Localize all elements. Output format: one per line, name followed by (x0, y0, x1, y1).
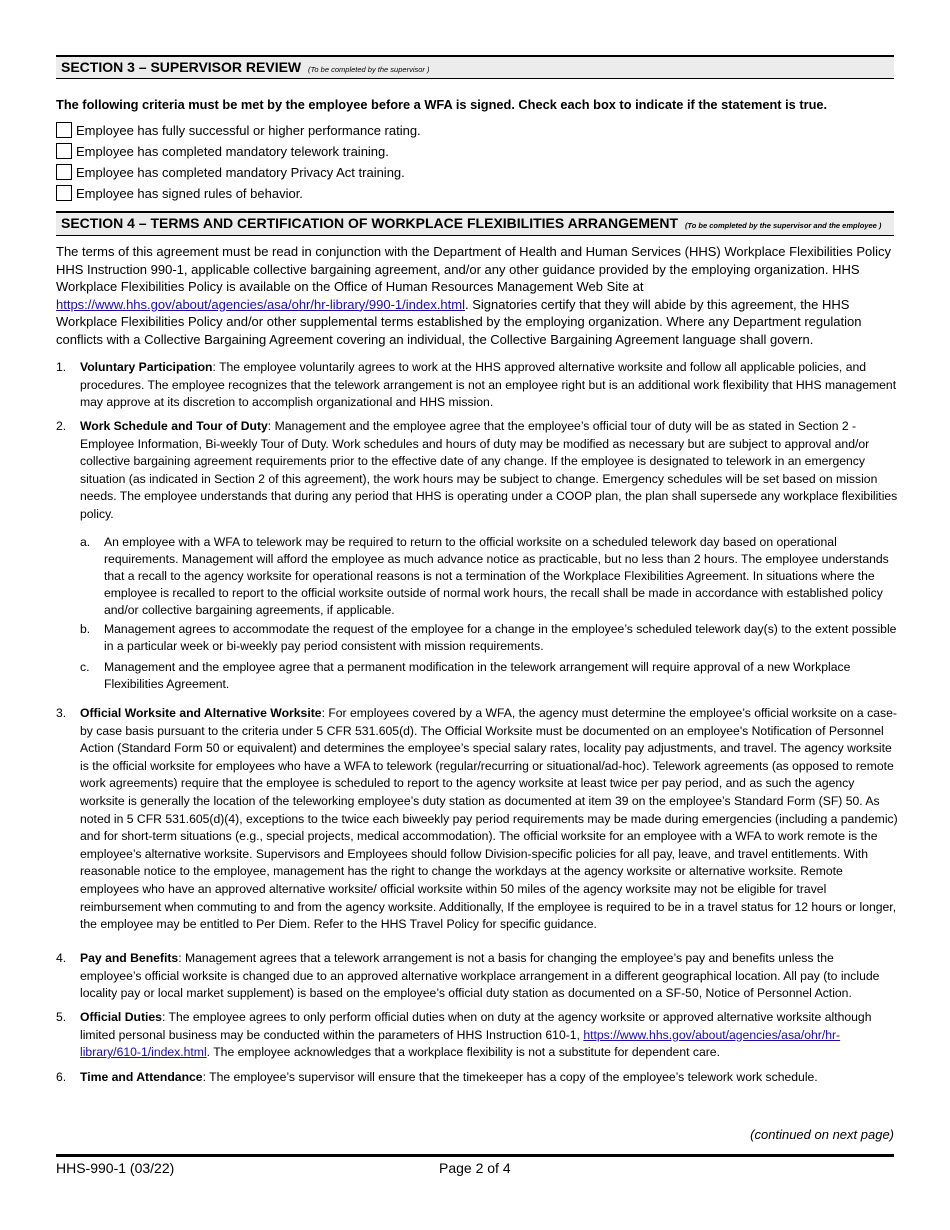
term-subitem (80, 621, 898, 655)
term-number: 4. (56, 951, 67, 965)
term-subitem (80, 534, 898, 619)
criteria-item (56, 143, 389, 161)
term-item (56, 359, 898, 412)
criteria-item (56, 122, 421, 140)
criteria-item (56, 164, 405, 182)
criteria-checkbox[interactable] (56, 164, 72, 180)
term-item (56, 705, 898, 934)
criteria-checkbox[interactable] (56, 143, 72, 159)
intro-text: The terms of this agreement must be read in conjunction with the Department of Health and Human Services (HHS) Workplace Flexibilities Policy HHS Instruction 990-1, applicable collective bargaining agreement, and/or any other guidance provided by the employing organization. HHS Workplace Flexibilities Policy is available on the Office of Human Resources Management Web Site at (56, 244, 892, 294)
term-text: : The employee agrees to only perform official duties when on duty at the agency worksite or approved alternative worksite although limited personal business may be conducted within the parameters of HHS Instruction 610-1, (80, 1010, 872, 1042)
term-heading: Time and Attendance (80, 1070, 203, 1084)
term-heading: Official Worksite and Alternative Worksite (80, 706, 322, 720)
term-text: : The employee voluntarily agrees to work at the HHS approved alternative worksite and follow all applicable policies, and procedures. The employee recognizes that the telework arrangement is not an employee right but is an additional work flexibility that HHS management may approve at its discretion to accomplish organizational and HHS mission. (80, 360, 897, 410)
instruction-610-link[interactable]: https://www.hhs.gov/about/agencies/asa/ohr/hr-library/610-1/index.html (80, 1027, 841, 1060)
term-item (56, 950, 898, 1003)
criteria-checkbox[interactable] (56, 185, 72, 201)
term-heading: Voluntary Participation (80, 360, 213, 374)
term-text: : Management agrees that a telework arrangement is not a basis for changing the employee’s pay and benefits unless the employee’s official worksite is changed due to an approved alternative workplace arrangement in a different geographical location. All pay (to include locality pay or local market supplement) is based on the employee’s official duty station as documented on a SF-50, Notice of Personnel Action. (80, 951, 880, 1001)
criteria-intro: The following criteria must be met by the employee before a WFA is signed. Check each box to indicate if the statement is true. (56, 97, 828, 112)
term-number: 1. (56, 360, 67, 374)
policy-link[interactable]: https://www.hhs.gov/about/agencies/asa/ohr/hr-library/990-1/index.html (56, 296, 465, 312)
subitem-letter: a. (80, 535, 91, 549)
term-number: 5. (56, 1010, 67, 1024)
criteria-label: Employee has fully successful or higher performance rating. (76, 123, 421, 138)
section-3-header (56, 55, 894, 79)
footer-divider (56, 1154, 894, 1157)
criteria-label: Employee has completed mandatory Privacy Act training. (76, 165, 405, 180)
continued-note: (continued on next page) (750, 1127, 894, 1142)
term-number: 3. (56, 706, 67, 720)
page-number: Page 2 of 4 (439, 1160, 511, 1176)
section-4-note: (To be completed by the supervisor and the employee ) (684, 221, 882, 230)
term-item (56, 1069, 898, 1087)
section-4-title: SECTION 4 – TERMS AND CERTIFICATION OF WORKPLACE FLEXIBILITIES ARRANGEMENT (61, 215, 679, 231)
term-number: 6. (56, 1070, 67, 1084)
term-heading: Pay and Benefits (80, 951, 179, 965)
term-item (56, 1009, 898, 1062)
subitem-text: Management and the employee agree that a permanent modification in the telework arrangement will require approval of a new Workplace Flexibilities Agreement. (104, 660, 851, 691)
criteria-label: Employee has completed mandatory telework training. (76, 144, 389, 159)
subitem-letter: c. (80, 660, 90, 674)
subitem-text: An employee with a WFA to telework may be required to return to the official worksite on a scheduled telework day based on operational requirements. Management will afford the employee as much advance notice as practicable, but no less than 2 hours. The employee understands that a recall to the agency worksite for operational reasons is not a termination of the Workplace Flexibilities Agreement. In situations where the employee is recalled to report to the official worksite outside of normal work hours, the recall shall be made in accordance with established policy and/or collective bargaining agreements, if applicable. (104, 535, 889, 617)
criteria-label: Employee has signed rules of behavior. (76, 186, 303, 201)
section-4-header (56, 211, 894, 236)
criteria-item (56, 185, 303, 203)
section-4-intro (56, 243, 894, 348)
term-subitem (80, 659, 898, 693)
section-3-title: SECTION 3 – SUPERVISOR REVIEW (61, 59, 302, 75)
term-item (56, 418, 898, 524)
subitem-text: Management agrees to accommodate the request of the employee for a change in the employee’s scheduled telework day(s) to the extent possible in a particular week or bi-weekly pay period consistent with mission requirements. (104, 622, 897, 653)
term-text: : The employee’s supervisor will ensure that the timekeeper has a copy of the employee’s telework work schedule. (202, 1070, 818, 1084)
term-text: : Management and the employee agree that the employee’s official tour of duty will be as stated in Section 2 - Employee Information, Bi-weekly Tour of Duty. Work schedules and hours of duty may be modified as necessary but are subject to approval and/or collective bargaining agreement requirements prior to the effective date of any change. If the employee is designated to telework in an emergency situation (as indicated in Section 2 of this agreement), the work hours may be subject to change. Emergency schedules will be set based on mission needs. The employee understands that during any period that HHS is operating under a COOP plan, the plan shall supersede any workplace flexibilities policy. (80, 419, 898, 521)
section-3-note: (To be completed by the supervisor ) (308, 65, 430, 74)
term-text: : For employees covered by a WFA, the agency must determine the employee’s official worksite on a case-by case basis pursuant to the criteria under 5 CFR 531.605(d). The Official Worksite must be documented on an employee's Notification of Personnel Action (Standard Form 50 or equivalent) and determines the employee’s special salary rates, locality pay adjustments, and travel. The agency worksite is the official worksite for employees who have a WFA to telework (regular/recurring or situational/ad-hoc). Telework agreements (as opposed to remote work agreements) require that the employee is scheduled to report to the agency worksite at least twice per pay period, and as such the agency worksite is generally the location of the teleworking employee’s duty station as documented at item 39 on the employee’s Standard Form (SF) 50. As noted in 5 CFR 531.605(d)(4), exceptions to the twice each biweekly pay period requirements may be made during emergencies (including a pandemic) and for short-term situations (e.g., special projects, medical accommodation). The official worksite for an employee with a WFA to work remote is the employee’s alternative worksite. Supervisors and Employees should follow Division-specific policies for all pay, leave, and travel entitlements. With reasonable notice to the employee, management has the right to change the workdays at the agency worksite or alternative worksite. Remote employees who have an approved alternative worksite/ official worksite within 50 miles of the agency worksite may not be eligible for travel reimbursement when commuting to and from the agency worksite. Additionally, If the employee is required to be in a travel status for 12 hours or longer, the employee may be entitled to Per Diem. Refer to the HHS Travel Policy for specific guidance. (80, 706, 898, 932)
term-number: 2. (56, 419, 67, 433)
subitem-letter: b. (80, 622, 91, 636)
term-text-cont: . The employee acknowledges that a workplace flexibility is not a substitute for dependent care. (206, 1045, 720, 1060)
term-heading: Work Schedule and Tour of Duty (80, 419, 268, 433)
intro-text-cont: . Signatories certify that they will abide by this agreement, the HHS Workplace Flexibilities Policy and/or other supplemental terms established by the employing organization. Where any Department regulation conflicts with a Collective Bargaining Agreement covering an individual, the Collective Bargaining Agreement language shall govern. (56, 296, 862, 347)
criteria-checkbox[interactable] (56, 122, 72, 138)
term-heading: Official Duties (80, 1010, 162, 1024)
form-id: HHS-990-1 (03/22) (56, 1160, 175, 1176)
